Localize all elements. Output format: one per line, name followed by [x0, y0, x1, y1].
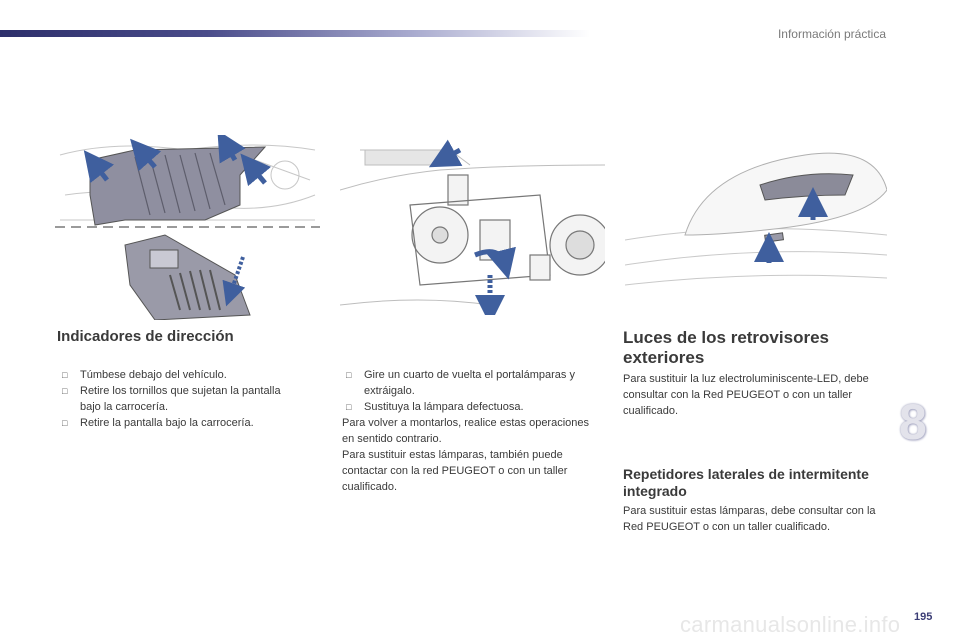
step-text: Retire los tornillos que sujetan la pantalla bajo la carrocería.: [80, 385, 281, 413]
list-item: [58, 415, 303, 431]
step-text: Sustituya la lámpara defectuosa.: [364, 401, 524, 413]
box-bullet-icon: □: [346, 402, 352, 412]
page-number: 195: [914, 611, 933, 623]
step-text: Retire la pantalla bajo la carrocería.: [80, 417, 254, 429]
box-bullet-icon: □: [62, 418, 68, 428]
repeaters-text: Para sustituir estas lámparas, debe consultar con la Red PEUGEOT o con un taller cualificado.: [623, 505, 876, 533]
header-accent-bar: [0, 30, 590, 37]
list-item: [58, 383, 303, 415]
box-bullet-icon: □: [346, 370, 352, 380]
list-item: [58, 367, 303, 383]
list-item: [342, 367, 607, 399]
lamp-replacement-steps: [342, 367, 607, 415]
section-title: Información práctica: [777, 27, 886, 41]
repeaters-title: Repetidores laterales de intermitente integrado: [623, 466, 869, 499]
reassembly-note: Para volver a montarlos, realice estas operaciones en sentido contrario. Para sustituir estas lámparas, también puede contactar con la red PEUGEOT o con un taller cualificado.: [342, 417, 590, 493]
underbody-panel-illustration: [55, 135, 320, 320]
step-text: Gire un cuarto de vuelta el portalámparas y extráigalo.: [364, 369, 575, 397]
list-item: [342, 399, 607, 415]
watermark: carmanualsonline.info: [680, 612, 901, 637]
lamp-holder-illustration: [340, 135, 605, 315]
step-text: Túmbese debajo del vehículo.: [80, 369, 227, 381]
box-bullet-icon: □: [62, 370, 68, 380]
mirror-lights-text: Para sustituir la luz electroluminiscente-LED, debe consultar con la Red PEUGEOT o con un taller cualificado.: [623, 373, 869, 417]
mirror-illustration: [625, 150, 887, 295]
mirror-lights-title: Luces de los retrovisores exteriores: [623, 328, 829, 367]
turn-signals-title: Indicadores de dirección: [57, 328, 234, 345]
box-bullet-icon: □: [62, 386, 68, 396]
chapter-number: 8: [899, 394, 927, 450]
turn-signal-steps: [58, 367, 303, 431]
